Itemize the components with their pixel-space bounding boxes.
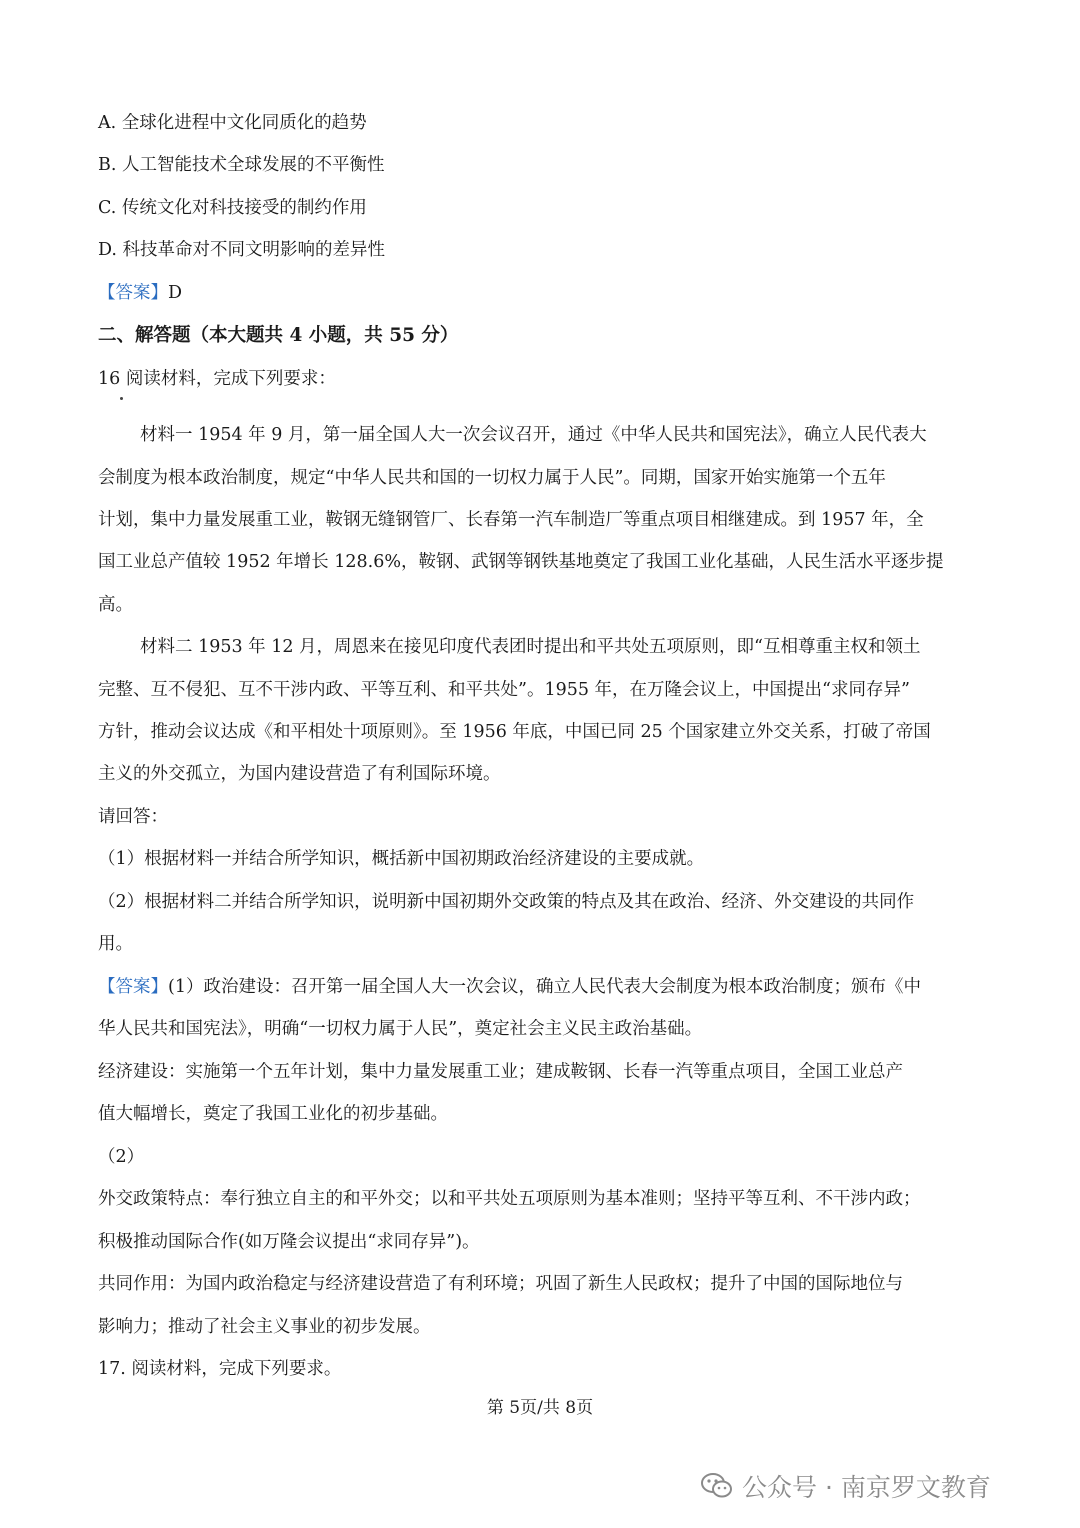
page-footer: 第 5页/共 8页 <box>486 1398 594 1418</box>
answer-16-line: 华人民共和国宪法》，明确“一切权力属于人民”，奠定社会主义民主政治基础。 <box>98 1019 703 1039</box>
answer-15 <box>98 281 182 305</box>
stray-dot <box>120 397 123 400</box>
option-d: D. 科技革命对不同文明影响的差异性 <box>98 240 386 260</box>
answer-16-line: 积极推动国际合作(如万隆会议提出“求同存异”)。 <box>98 1232 480 1252</box>
please-answer: 请回答： <box>98 807 168 827</box>
q17-intro: 17. 阅读材料，完成下列要求。 <box>98 1359 342 1379</box>
material1-line: 材料一 1954 年 9 月，第一届全国人大一次会议召开，通过《中华人民共和国宪法》，确立人民代表大 <box>140 425 927 445</box>
section-heading: 二、解答题（本大题共 4 小题，共 55 分） <box>98 325 459 346</box>
answer-tag: 【答案】 <box>98 977 168 997</box>
answer-16-line: 影响力；推动了社会主义事业的初步发展。 <box>98 1317 431 1337</box>
material1-line: 会制度为根本政治制度，规定“中华人民共和国的一切权力属于人民”。同期，国家开始实施第一个五年 <box>98 468 886 488</box>
material1-line: 高。 <box>98 595 133 615</box>
option-a: A. 全球化进程中文化同质化的趋势 <box>98 113 367 133</box>
option-c: C. 传统文化对科技接受的制约作用 <box>98 198 367 218</box>
answer-16-line: 外交政策特点：奉行独立自主的和平外交；以和平共处五项原则为基本准则；坚持平等互利、不干涉内政； <box>98 1189 921 1209</box>
q16-intro: 16 阅读材料，完成下列要求： <box>98 369 336 389</box>
question-2-line: 用。 <box>98 934 133 954</box>
answer-16-text: (1）政治建设：召开第一届全国人大一次会议，确立人民代表大会制度为根本政治制度；颁布《中 <box>168 977 921 997</box>
option-b: B. 人工智能技术全球发展的不平衡性 <box>98 155 385 175</box>
answer-16-line: 共同作用：为国内政治稳定与经济建设营造了有利环境；巩固了新生人民政权；提升了中国的国际地位与 <box>98 1274 903 1294</box>
material2-line: 完整、互不侵犯、互不干涉内政、平等互利、和平共处”。1955 年，在万隆会议上，中国提出“求同存异” <box>98 680 910 700</box>
answer-16-line: 值大幅增长，奠定了我国工业化的初步基础。 <box>98 1104 448 1124</box>
answer-tag: 【答案】 <box>98 283 168 303</box>
material2-line: 主义的外交孤立，为国内建设营造了有利国际环境。 <box>98 764 501 784</box>
answer-value: D <box>168 283 183 303</box>
material2-line: 材料二 1953 年 12 月，周恩来在接见印度代表团时提出和平共处五项原则，即“互相尊重主权和领土 <box>140 637 921 657</box>
watermark <box>700 1466 1050 1506</box>
material1-line: 计划，集中力量发展重工业，鞍钢无缝钢管厂、长春第一汽车制造厂等重点项目相继建成。到 1957 年，全 <box>98 510 924 530</box>
answer-16-line: （2） <box>98 1147 145 1167</box>
answer-16-first <box>98 975 921 999</box>
answer-16-line: 经济建设：实施第一个五年计划，集中力量发展重工业；建成鞍钢、长春一汽等重点项目，全国工业总产 <box>98 1062 903 1082</box>
question-1: （1）根据材料一并结合所学知识，概括新中国初期政治经济建设的主要成就。 <box>98 849 705 869</box>
material2-line: 方针，推动会议达成《和平相处十项原则》。至 1956 年底，中国已同 25 个国家建立外交关系，打破了帝国 <box>98 722 931 742</box>
watermark-text: 公众号 · 南京罗文教育 <box>742 1473 991 1502</box>
wechat-icon <box>700 1471 734 1501</box>
question-2-line: （2）根据材料二并结合所学知识，说明新中国初期外交政策的特点及其在政治、经济、外交建设的共同作 <box>98 892 915 912</box>
material1-line: 国工业总产值较 1952 年增长 128.6%，鞍钢、武钢等钢铁基地奠定了我国工业化基础，人民生活水平逐步提 <box>98 552 944 572</box>
